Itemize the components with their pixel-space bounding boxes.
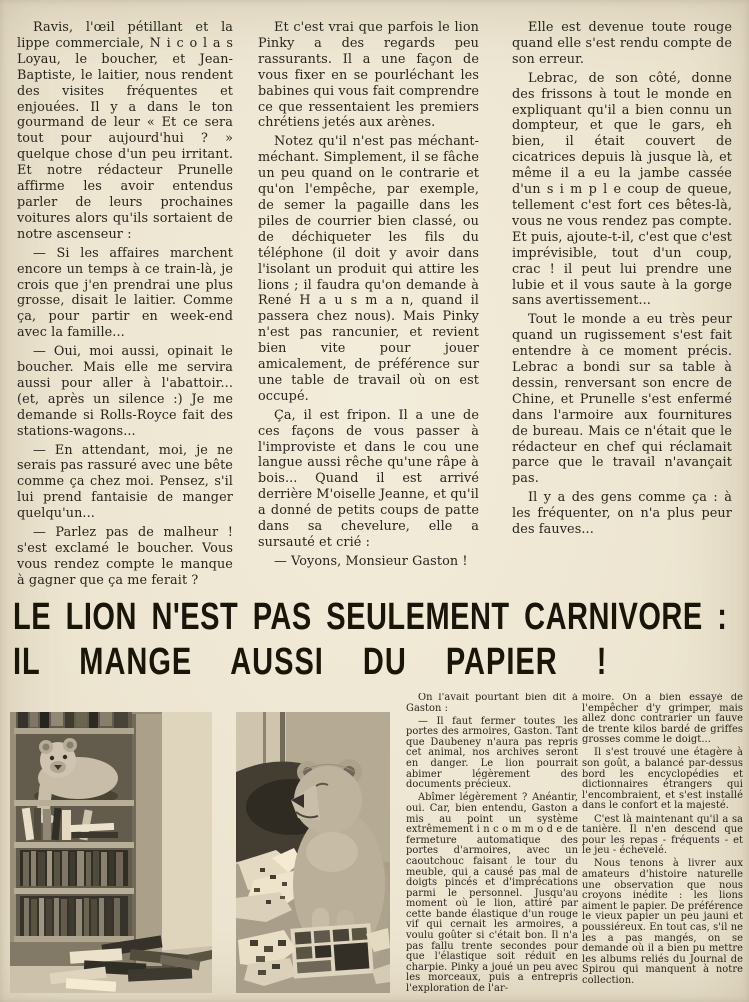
paragraph: moire. On a bien essayé de l'empêcher d'y grimper, mais allez donc contrarier un fauve de trente kilos bardé de griffes grosses comme le doigt... — [582, 693, 743, 746]
paragraph: Ça, il est fripon. Il a une de ces façons de vous passer à l'improviste et dans le cou une langue aussi rêche qu'une râpe à bois... Quand il est arrivé derrière M'oiselle Jeanne, et qu'il a donné de petits coups de patte dans sa chevelure, elle a sursauté et crié : — [258, 407, 479, 550]
paragraph: — En attendant, moi, je ne serais pas rassuré avec une bête comme ça chez moi. Pensez, s'il lui prend fantaisie de manger quelqu'un... — [17, 442, 233, 522]
paragraph: — Oui, moi aussi, opinait le boucher. Mais elle me servira aussi pour aller à l'abattoir... (et, après un silence :) Je me demande si Rolls-Royce fait des stations-wagons... — [17, 344, 233, 439]
paragraph: — Voyons, Monsieur Gaston ! — [274, 553, 468, 569]
article-column-1 — [17, 20, 233, 593]
article-column-4 — [406, 693, 578, 995]
paragraph: Tout le monde a eu très peur quand un rugissement s'est fait entendre à ce moment précis. Lebrac a bondi sur sa table à dessin, renversant son encre de Chine, et Prunelle s'est enfermé dans l'armoire aux fournitures de bureau. Mais ce n'était que le rédacteur en chef qui réclamait parce que le travail n'avançait pas. — [512, 312, 732, 487]
paragraph: Nous tenons à livrer aux amateurs d'histoire naturelle une observation que nous croyons inédite : les lions aiment le papier. De préférence le vieux papier un peu jauni et poussiéreux. En tout cas, s'il ne les a pas mangés, on se demande où il a bien pu mettre les albums reliés du Journal de Spirou qui manquent à notre collection. — [582, 858, 743, 986]
article-column-3 — [512, 20, 732, 593]
paragraph: Et c'est vrai que parfois le lion Pinky a des regards peu rassurants. Il a une façon de vous fixer en se pourléchant les babines qui vous fait comprendre ce que ressentaient les premiers chrétiens jetés aux arènes. — [258, 20, 479, 131]
paragraph: — Si les affaires marchent encore un temps à ce train-là, je crois que j'en prendrai une plus grosse, disait le laitier. Comme ça, pour partir en week-end avec la famille... — [17, 245, 233, 341]
paragraph: — Parlez pas de malheur ! s'est exclamé le boucher. Vous vous rendez compte le manque à gagner que ça me ferait ? — [17, 525, 233, 588]
paragraph: Il s'est trouvé une étagère à son goût, a balancé par-dessus bord les encyclopédies et dictionnaires étrangers qui l'encombraient, et s'est installé dans le confort et la majesté. — [582, 747, 743, 812]
paragraph: On l'avait pourtant bien dit à Gaston : — [406, 693, 578, 714]
article-column-2 — [258, 20, 479, 593]
paragraph: Lebrac, de son côté, donne des frissons à tout le monde en expliquant qu'il a bien connu un dompteur, et que le gars, eh bien, il était couvert de cicatrices depuis là jusque là, et même il a eu la jambe cassée d'un s i m p l e coup de queue, tellement c'est fort ces bêtes-là, vous ne vous rendez pas compte. Et puis, ajoute-t-il, c'est que c'est imprévisible, tout d'un coup, crac ! il peut lui prendre une lubie et il vous saute à la gorge sans avertissement... — [512, 70, 732, 309]
headline-line-2: IL MANGE AUSSI DU PAPIER ! — [13, 641, 608, 683]
paragraph: — Il faut fermer toutes les portes des armoires, Gaston. Tant que Daubeney n'aura pas repris cet animal, nos archives seront en danger. Le lion pourrait abimer légèrement des documents précieux. — [406, 715, 578, 791]
paragraph: Elle est devenue toute rouge quand elle s'est rendu compte de son erreur. — [512, 20, 732, 67]
photo-lion-cub-on-bookshelf — [10, 712, 212, 993]
bookcase — [10, 712, 162, 966]
headline-line-1: LE LION N'EST PAS SEULEMENT CARNIVORE : — [13, 596, 728, 638]
paragraph: C'est là maintenant qu'il a sa tanière. Il n'en descend que pour les repas - fréquents - et le jeu - échevelé. — [582, 813, 743, 857]
paragraph: Il y a des gens comme ça : à les fréquenter, on n'a plus peur des fauves... — [512, 490, 732, 538]
magazine-pages — [290, 923, 373, 978]
photo-lion-with-torn-papers — [236, 712, 390, 993]
paragraph: Abîmer légèrement ? Anéantir, oui. Car, bien entendu, Gaston a mis au point un système extrêmement i n c o m m o d e de fermeture automatique des portes d'armoires, avec un caoutchouc faisant le tour du meuble, qui a causé pas mal de doigts pincés et d'imprécations parmi le personnel. Jusqu'au moment où le lion, attiré par cette bande élastique d'un rouge vif qui cernait les armoires, a voulu goûter si c'était bon. Il n'a pas fallu trente secondes pour que l'élastique soit réduit en charpie. Pinky a joué un peu avec les morceaux, puis a entrepris l'exploration de l'ar- — [406, 792, 578, 995]
article-column-5 — [582, 693, 743, 995]
paragraph: Notez qu'il n'est pas méchant-méchant. Simplement, il se fâche un peu quand on le contrarie et qu'on l'empêche, par exemple, de semer la pagaille dans les piles de courrier bien classé, ou de déchiqueter les fils du téléphone (il doit y avoir dans l'isolant un produit qui attire les lions ; il faudra qu'on demande à René H a u s m a n, quand il passera chez nous). Mais Pinky n'est pas rancunier, et revient bien vite pour jouer amicalement, de préférence sur une table de travail où on est occupé. — [258, 134, 479, 404]
paragraph: Ravis, l'œil pétillant et la lippe commerciale, N i c o l a s Loyau, le boucher, et Jean-Baptiste, le laitier, nous rendent des visites fréquentes et enjouées. Il y a dans le ton gourmand de leur « Et ce sera tout pour aujourd'hui ? » quelque chose d'un peu irritant. Et notre rédacteur Prunelle affirme les avoir entendus parler de leurs prochaines voitures alors qu'ils sortaient de notre ascenseur : — [17, 20, 233, 242]
